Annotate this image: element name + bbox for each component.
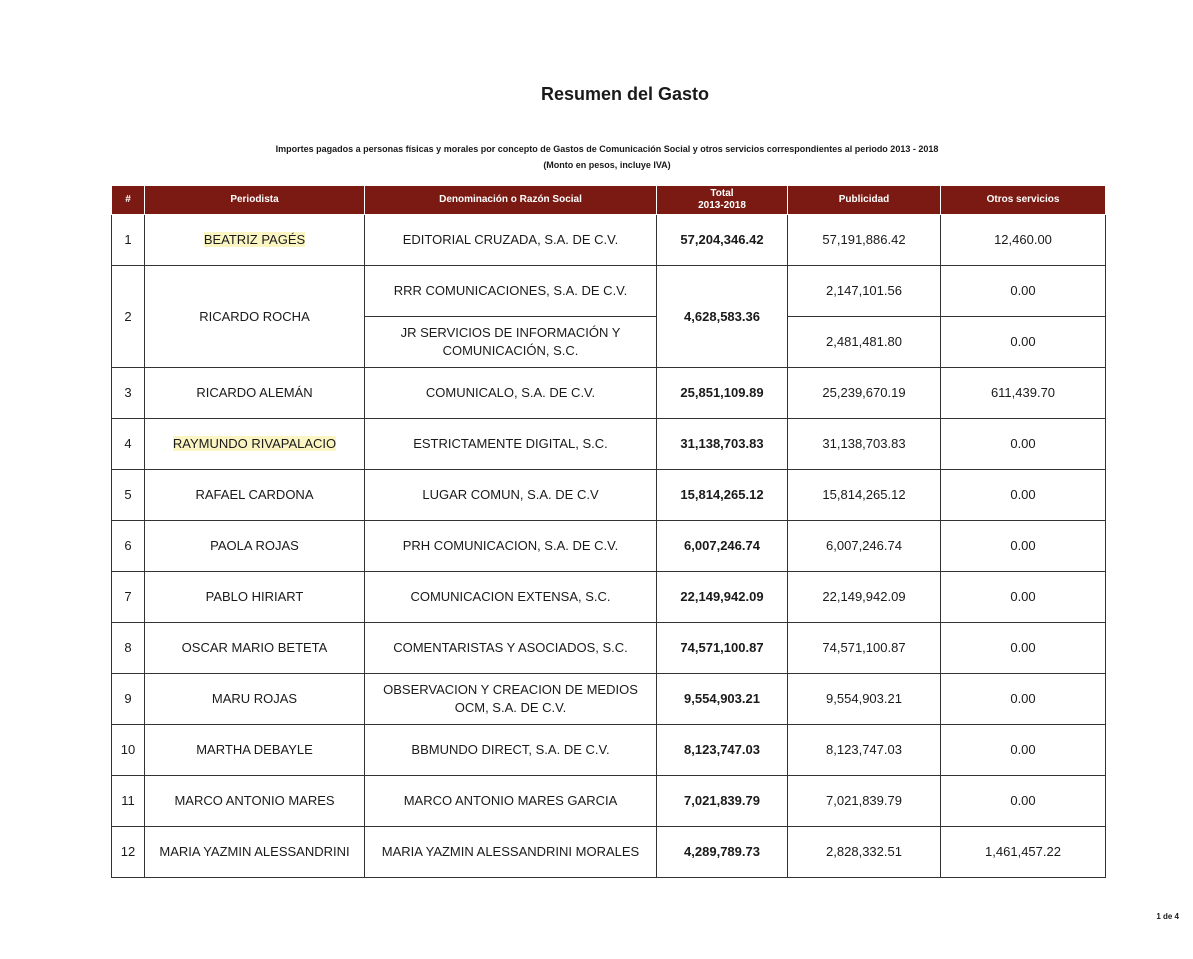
total-cell: 4,628,583.36 — [657, 266, 788, 368]
page-title: Resumen del Gasto — [540, 84, 710, 104]
row-number: 2 — [112, 266, 145, 368]
table-row — [112, 368, 1106, 419]
row-number: 9 — [112, 674, 145, 725]
otros-servicios-cell: 0.00 — [941, 470, 1106, 521]
periodista-cell: OSCAR MARIO BETETA — [145, 623, 365, 674]
publicidad-cell: 8,123,747.03 — [788, 725, 941, 776]
razon-social-cell: OBSERVACION Y CREACION DE MEDIOS OCM, S.A. DE C.V. — [365, 674, 657, 725]
publicidad-cell: 22,149,942.09 — [788, 572, 941, 623]
periodista-cell: MARTHA DEBAYLE — [145, 725, 365, 776]
periodista-cell: MARIA YAZMIN ALESSANDRINI — [145, 827, 365, 878]
total-cell: 31,138,703.83 — [657, 419, 788, 470]
table-row — [112, 725, 1106, 776]
table-row — [112, 521, 1106, 572]
header-number: # — [112, 186, 145, 215]
razon-social-cell: COMENTARISTAS Y ASOCIADOS, S.C. — [365, 623, 657, 674]
table-row — [112, 674, 1106, 725]
header-total-line-1: Total — [710, 188, 734, 199]
total-cell: 8,123,747.03 — [657, 725, 788, 776]
row-number: 5 — [112, 470, 145, 521]
table-row — [112, 419, 1106, 470]
periodista-cell: PAOLA ROJAS — [145, 521, 365, 572]
header-total-line-2: 2013-2018 — [698, 200, 746, 211]
otros-servicios-cell: 0.00 — [941, 623, 1106, 674]
publicidad-cell: 25,239,670.19 — [788, 368, 941, 419]
periodista-cell: MARU ROJAS — [145, 674, 365, 725]
razon-social-cell: MARIA YAZMIN ALESSANDRINI MORALES — [365, 827, 657, 878]
razon-social-cell: LUGAR COMUN, S.A. DE C.V — [365, 470, 657, 521]
publicidad-cell: 15,814,265.12 — [788, 470, 941, 521]
table-row — [112, 266, 1106, 317]
periodista-cell: MARCO ANTONIO MARES — [145, 776, 365, 827]
otros-servicios-cell: 0.00 — [941, 521, 1106, 572]
total-cell: 7,021,839.79 — [657, 776, 788, 827]
table-row — [112, 827, 1106, 878]
otros-servicios-cell: 0.00 — [941, 674, 1106, 725]
periodista-name-highlighted: BEATRIZ PAGÉS — [203, 232, 306, 247]
razon-social-cell: BBMUNDO DIRECT, S.A. DE C.V. — [365, 725, 657, 776]
total-cell: 57,204,346.42 — [657, 215, 788, 266]
table-row — [112, 623, 1106, 674]
publicidad-cell: 6,007,246.74 — [788, 521, 941, 572]
publicidad-cell: 9,554,903.21 — [788, 674, 941, 725]
razon-social-cell: MARCO ANTONIO MARES GARCIA — [365, 776, 657, 827]
publicidad-cell: 2,481,481.80 — [788, 317, 941, 368]
periodista-cell — [145, 215, 365, 266]
row-number: 3 — [112, 368, 145, 419]
header-publicidad: Publicidad — [788, 186, 941, 215]
otros-servicios-cell: 0.00 — [941, 317, 1106, 368]
publicidad-cell: 74,571,100.87 — [788, 623, 941, 674]
periodista-cell: RICARDO ROCHA — [145, 266, 365, 368]
total-cell: 9,554,903.21 — [657, 674, 788, 725]
row-number: 11 — [112, 776, 145, 827]
razon-social-cell: JR SERVICIOS DE INFORMACIÓN Y COMUNICACIÓN, S.C. — [365, 317, 657, 368]
subtitle-line-1: Importes pagados a personas físicas y morales por concepto de Gastos de Comunicación Social y otros servicios correspondientes al periodo 2013 - 2018 — [275, 144, 939, 154]
page-subtitle — [0, 141, 1193, 173]
table-row — [112, 215, 1106, 266]
otros-servicios-cell: 0.00 — [941, 776, 1106, 827]
publicidad-cell: 57,191,886.42 — [788, 215, 941, 266]
row-number: 8 — [112, 623, 145, 674]
razon-social-cell: COMUNICACION EXTENSA, S.C. — [365, 572, 657, 623]
header-periodista: Periodista — [145, 186, 365, 215]
row-number: 6 — [112, 521, 145, 572]
total-cell: 74,571,100.87 — [657, 623, 788, 674]
total-cell: 22,149,942.09 — [657, 572, 788, 623]
total-cell: 6,007,246.74 — [657, 521, 788, 572]
row-number: 12 — [112, 827, 145, 878]
razon-social-cell: EDITORIAL CRUZADA, S.A. DE C.V. — [365, 215, 657, 266]
periodista-cell: RICARDO ALEMÁN — [145, 368, 365, 419]
otros-servicios-cell: 0.00 — [941, 725, 1106, 776]
periodista-cell: RAFAEL CARDONA — [145, 470, 365, 521]
total-cell: 4,289,789.73 — [657, 827, 788, 878]
header-total — [657, 186, 788, 215]
total-cell: 15,814,265.12 — [657, 470, 788, 521]
table-row — [112, 470, 1106, 521]
periodista-name-highlighted: RAYMUNDO RIVAPALACIO — [172, 436, 337, 451]
row-number: 1 — [112, 215, 145, 266]
otros-servicios-cell: 12,460.00 — [941, 215, 1106, 266]
otros-servicios-cell: 0.00 — [941, 419, 1106, 470]
otros-servicios-cell: 611,439.70 — [941, 368, 1106, 419]
subtitle-line-2: (Monto en pesos, incluye IVA) — [543, 160, 671, 170]
table-row — [112, 776, 1106, 827]
header-razon-social: Denominación o Razón Social — [365, 186, 657, 215]
razon-social-cell: COMUNICALO, S.A. DE C.V. — [365, 368, 657, 419]
total-cell: 25,851,109.89 — [657, 368, 788, 419]
publicidad-cell: 31,138,703.83 — [788, 419, 941, 470]
periodista-cell: PABLO HIRIART — [145, 572, 365, 623]
periodista-cell — [145, 419, 365, 470]
row-number: 4 — [112, 419, 145, 470]
publicidad-cell: 2,147,101.56 — [788, 266, 941, 317]
header-otros-servicios: Otros servicios — [941, 186, 1106, 215]
otros-servicios-cell: 0.00 — [941, 266, 1106, 317]
razon-social-cell: RRR COMUNICACIONES, S.A. DE C.V. — [365, 266, 657, 317]
razon-social-cell: PRH COMUNICACION, S.A. DE C.V. — [365, 521, 657, 572]
table-row — [112, 572, 1106, 623]
row-number: 7 — [112, 572, 145, 623]
razon-social-cell: ESTRICTAMENTE DIGITAL, S.C. — [365, 419, 657, 470]
otros-servicios-cell: 1,461,457.22 — [941, 827, 1106, 878]
publicidad-cell: 2,828,332.51 — [788, 827, 941, 878]
page-indicator: 1 de 4 — [1156, 912, 1179, 921]
otros-servicios-cell: 0.00 — [941, 572, 1106, 623]
expense-table — [111, 185, 1106, 878]
table-header-row — [112, 186, 1106, 215]
row-number: 10 — [112, 725, 145, 776]
publicidad-cell: 7,021,839.79 — [788, 776, 941, 827]
